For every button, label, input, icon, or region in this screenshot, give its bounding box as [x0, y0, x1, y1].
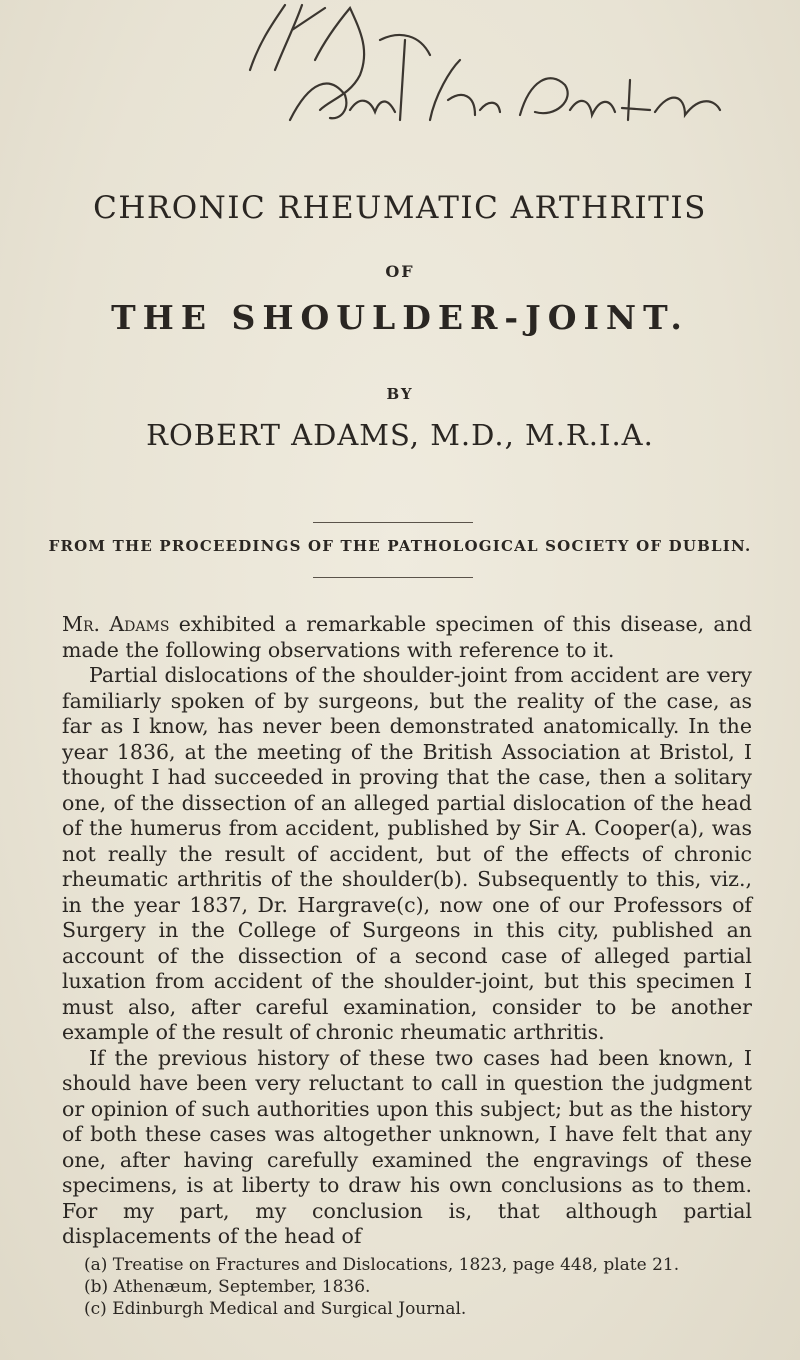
speaker-name: Mr. Adams [62, 612, 170, 636]
paragraph-3: If the previous history of these two cases had been known, I should have been very reluctant to call in question the judgment or opinion of such authorities upon this subject; but as the history of both these cases was altogether unknown, I have felt that any one, after having carefully examined the engravings of these specimens, is at liberty to draw his own conclusions as to them. For my part, my conclusion is, that although partial displacements of the head of [62, 1045, 752, 1248]
source-line: FROM THE PROCEEDINGS OF THE PATHOLOGICAL SOCIETY OF DUBLIN. [48, 537, 752, 555]
divider-bottom [313, 577, 473, 578]
footnote-a: (a) Treatise on Fractures and Dislocations, 1823, page 448, plate 21. [84, 1255, 680, 1275]
handwritten-inscription [230, 0, 770, 140]
paragraph-2: Partial dislocations of the shoulder-joint from accident are very familiarly spoken of by surgeons, but the reality of the case, as far as I know, has never been demonstrated anatomically. In the year 1836, at the meeting of the British Association at Bristol, I thought I had succeeded in proving that the case, then a solitary one, of the dissection of an alleged partial dislocation of the head of the humerus from accident, published by Sir A. Cooper(a), was not really the result of accident, but of the effects of chronic rheumatic arthritis of the shoulder(b). Subsequently to this, viz., in the year 1837, Dr. Hargrave(c), now one of our Professors of Surgery in the College of Surgeons in this city, published an account of the dissection of a second case of alleged partial luxation from accident of the shoulder-joint, but this specimen I must also, after careful examination, consider to be another example of the result of chronic rheumatic arthritis. [62, 663, 752, 1044]
title-line-1: CHRONIC RHEUMATIC ARTHRITIS [93, 190, 707, 226]
byline-label: BY [386, 385, 414, 403]
title-connector: OF [385, 262, 415, 281]
footnote-c: (c) Edinburgh Medical and Surgical Journal. [84, 1299, 467, 1319]
footnote-b: (b) Athenæum, September, 1836. [84, 1277, 371, 1297]
author-name: ROBERT ADAMS, M.D., M.R.I.A. [146, 418, 654, 452]
paragraph-1 [62, 612, 752, 663]
handwriting-scribble [230, 0, 770, 140]
paragraph-1-text: exhibited a remarkable specimen of this disease, and made the following observations with reference to it. [62, 612, 752, 662]
divider-top [313, 522, 473, 523]
title-line-2: THE SHOULDER-JOINT. [111, 298, 689, 337]
footnotes [84, 1254, 764, 1320]
body-text [62, 612, 752, 1250]
